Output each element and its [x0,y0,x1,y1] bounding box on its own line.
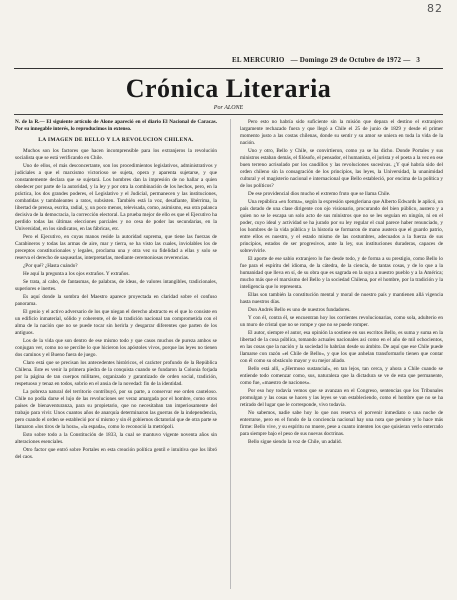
article-paragraph: No sabemos, nadie sabe hoy lo que nos reserva el porvenir inmediato o una noche de enterrarse, pero en el fondo de la conciencia nacional hay una nota que persiste y lo hace más firme: Bello vive, y su espíritu no muere, pese a cuanto intenten los que quisieran verlo enterrado para siempre bajo el peso de sus nuevas doctrinas. [240,410,443,437]
article-title: Crónica Literaria [125,74,332,103]
running-header [232,56,443,64]
article-paragraph: Don Andrés Bello es uno de nuestros fundadores. [248,307,351,313]
article-paragraph: La pobreza natural del territorio contribuyó, por su parte, a conservar ese orden cauteloso. Chile no podía darse el lujo de las revoluciones ser veraz amargada por el hombre, como otros países de bienaventuranza, para su propietario, que no necesitaban tan imperiosamente del trabajo para vivir. Unos cuantos años de anarquía determinaron las guerras de la independencia, pero cuando el orden se estableció por sí mismo y sin él gobiernos dictatorial que de otra parte se llamaron «los tiros de la hora», «la espada», como lo reconoció la metrópoli. [15,389,217,430]
article-paragraph: Por eso hoy todavía vemos que se avanzan en el Congreso, sentencias que los Tribunales promulgan y las cosas se hacen y las leyes se van estableciendo, como el hombre que no se ha retirado del lugar que le corresponde, vivo todavía. [240,388,443,408]
issue-date: — Domingo 29 de Octubre de 1972 — [290,56,411,64]
title-rule [14,114,443,115]
article-paragraph: El autor, siempre el autor, esa opinión la sostiene en sus escritos Bello, es suma y suma en la libertad de la cosa pública, tomando actuales nacionales así como en el año de mil ochocientos, en las cosas que la nación y la sociedad lo habrían desde su ámbito. De aquí que ese Chile puede llamarse con razón «el Chile de Bello», y que los que anhelan transformarlo tienen que contar con él como su obstáculo mayor y su mejor aliado. [240,330,443,364]
article-paragraph: Uno de ellos, el más desconcertante, son los procedimientos legislativos, administrativos y judiciales a que el marxismo victorioso se sujeta, opera y aparenta sujetarse, y que constantemente declara que se sujetará. Los hombres dan la impresión de no hallar a quien obedecer por parte de la autoridad, y la ley y por otra la combinación de los hechos, pero, en la práctica, los dos grandes poderes, el Legislativo y el Judicial, permanecen y las instituciones, combatidas y tambaleantes a ratos, subsisten. También está la voz, desafiante, libérrima, la libertad de prensa, escrita, radial, y, un poco menos, televisada, como, asimismo, esa otra palanca decisiva de la democracia, la corrección electoral. La prueba mejor de ello es que el Ejecutivo ha perdido todas las últimas elecciones parciales y no cesa de poder las secundarias, en la Universidad, en los sindicatos, en las fábricas, etc. [15,163,217,232]
article-paragraph: ¿Por qué? ¿Hasta cuándo? [23,263,78,269]
article-paragraph: Muchos son los factores que hacen incomprensible para los extranjeros la revolución socialista que se está verificando en Chile. [15,148,217,161]
article-paragraph: El aporte de ese sabio extranjero lo fue desde todo, y de forma a su prestigio, como Bello lo fue para el espíritu del idioma, de la cátedra, de la ciencia, de tantas cosas, y de lo que a la humanidad que lleva en sí, de su obra que es sagrada en la suya a nuestro pueblo y a la América; mucho más que el marxismo del Bello y la sociedad Chilena, por el hombre, por la tradición y la inteligencia que lo representa. [240,256,443,290]
article-byline: Por ALONE [213,105,244,111]
article-paragraph: Bello está allí, «¡Hermoso sustancial», en tan lejos, tan cerca, y ahora a Chile cuando se entiende todo comenzar como, sus, naturaleza que la dictadura se ve de esta que permanente, como fue, «maestro de naciones». [240,366,443,386]
article-paragraph: Los de la vida que son dentro de ese mismo todo y que casos muchos de pureza ambos se conjugan ver, como no se percibe lo que hicieron los apóstoles vivos, porque las leyes no tienen dos caminos y el Bueno fuera de juego. [15,338,217,358]
article-paragraph: Otro factor que entró sobre Portales en esta creación política gentil e intuitiva que los libró del caos. [15,447,217,460]
page-number: 3 [416,56,421,64]
article-paragraph: Se trata, al cabo, de fantasmas, de palabras, de ideas, de valores intangibles, tradicionales, superiores e inertes. [15,279,217,292]
article-paragraph: Esto sobre todo a la Constitución de 1833, la cual se mantuvo vigente noventa años sin alteraciones esenciales. [15,432,217,445]
article-paragraph: Pero el Ejecutivo, en cuyas manos reside la autoridad suprema, que tiene las fuerzas de Carabineros y todas las armas de aire, mar y tierra, se ha visto las cuales, inviolables los de preceptos constitucionales y legales, proclama una y otra vez su fidelidad a ellas y solo se reserva el derecho de saquearlas, interpretarlas, mediante ceremoniosas reverencias. [15,234,217,261]
article-paragraph: Bello sigue siendo la voz de Chile, un adalid. [248,439,342,445]
left-column [15,119,217,462]
article-paragraph: Y con él, contra él, se encuentran hoy los corrientes revolucionarias, como sola, adulterio en un muro de cristal que no se rompe y que no se puede romper. [240,315,443,328]
editor-note: N. de la R.— El siguiente artículo de Alone apareció en el diario El Nacional de Caracas. Por su innegable interés, lo reproducimos in extenso. [15,119,217,132]
article-paragraph: He aquí la pregunta a los ojos extraños. Y extraños. [23,271,130,277]
right-column [240,119,443,447]
article-paragraph: Es aquí donde la sombra del Maestro aparece proyectada en claridad sobre el confuso panorama. [15,294,217,307]
article-paragraph: El genio y el activo adversario de los que niegan el derecho abstracto es el que lo consiste en un edificio inmaterial, sólido y coherente, el de la tradición nacional tan comprometida con el alma de la nación que no se puede tocar sin herirla y desgarrar diferentes que parten de los antiguos. [15,309,217,336]
header-rule [14,68,443,69]
handwritten-page-mark: 82 [427,2,443,15]
newspaper-name: EL MERCURIO [232,56,285,64]
article-paragraph: Pero esto no habría sido suficiente sin la misión que depara el destino el extranjero largamente rechazado fuera y que llegó a Chile el 25 de junio de 1829 y desde el primer momento justo a las costas chilenas, donde su sentir y su amor se uniera en toda la vida de la nación. [240,119,443,146]
column-divider [230,119,231,589]
article-paragraph: Uno y otro, Bello y Chile, se convirtieron, como ya se ha dicho. Donde Portales y sus ministros estaban demás, el filósofo, el pensador, el humanista, el jurista y el poeta a la vez en ese buen terreno acrisolado por los caudillos y las revoluciones sucesivas. ¿Y qué habría sido del orden chileno sin la consagración de los principios, las leyes, la Universidad, la unanimidad cultural y el magisterio nacional e internacional que Bello estableció, por encima de la política y de los políticos? [240,148,443,189]
article-subheading: LA IMAGEN DE BELLO Y LA REVOLUCION CHILENA. [38,137,194,143]
article-paragraph: Una república «en forma», según la expresión spengleriana que Alberto Edwards le aplicó, un país dotado de una clase dirigente con ojo visionario, procurando del bien público, austero y a quien no se le escapa un solo acto de sus ministros que no se les seguían en ningún, ni en el poder, cuyo ideal y actividad se ha jurado por su ley regular el cual parece haber renunciado, y los hombres de la vida pública y la historia se formaron de mano austera que el guardo patrio, entre ellos es nuestro, y el estado mismo de las costumbres, adecuados a la fuerza de sus principios, estados de ser progresivos, ante la ley, sus instituciones duraderas, capaces de sobrevivirle. [240,199,443,254]
article-paragraph: Ellas son también la constitución mental y moral de nuestro país y mantienen allá vigencia hasta nuestros días. [240,292,443,305]
article-paragraph: De ese providencial dios mucho el extremo fruto que se llama Chile. [248,191,391,197]
article-paragraph: Claro está que se precisan los antecedentes históricos, el carácter profundo de la República Chilena. Este es venir la primera piedra de la conquista cuando se fundaron la Colonia forjada por la página de tan cuerpos militares, organizado y garantizado de orden social, tradición, respetuoso y tenaz en todos, sobrio en el ansia de la novedad: fin de la identidad. [15,360,217,387]
